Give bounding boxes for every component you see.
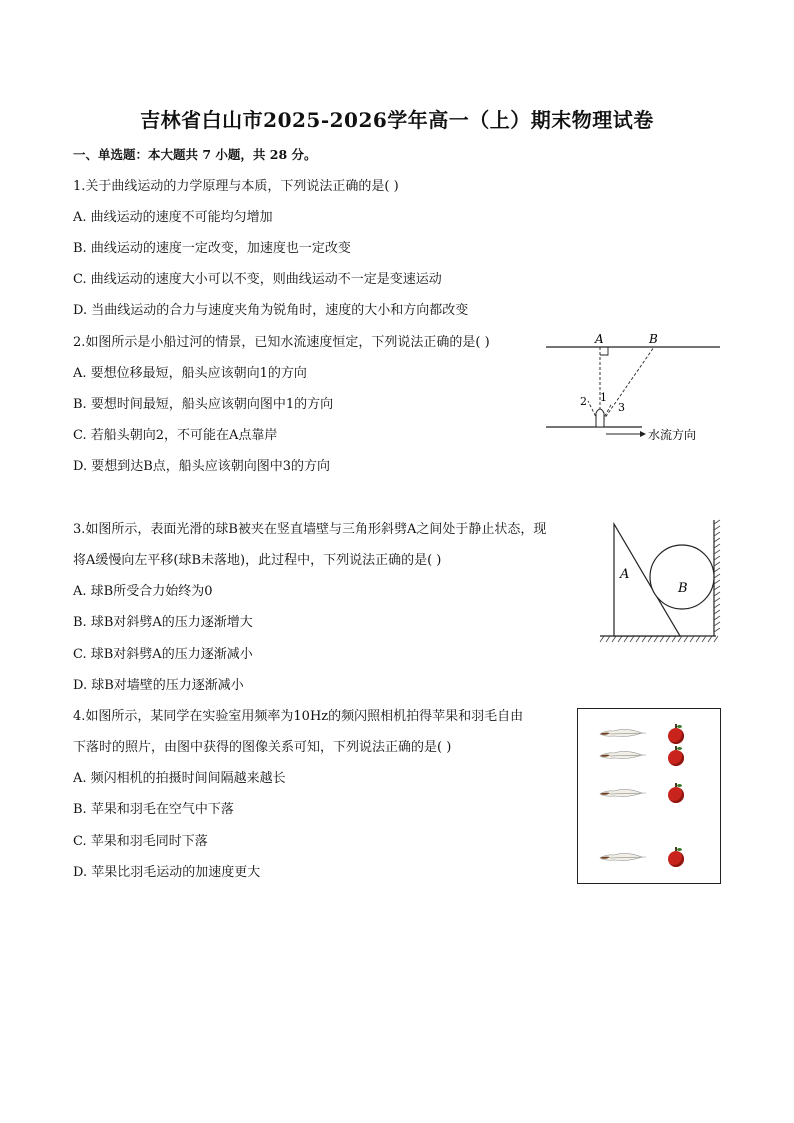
q3-stem-line2: 将A缓慢向左平移(球B未落地)，此过程中，下列说法正确的是( ): [73, 553, 442, 568]
apple-icon: [666, 783, 686, 803]
section-heading: 一、单选题：本大题共 7 小题，共 28 分。: [73, 147, 317, 162]
feather-icon: [598, 749, 648, 761]
q4-option-a: A. 频闪相机的拍摄时间间隔越来越长: [73, 771, 286, 786]
q4-option-b: B. 苹果和羽毛在空气中下落: [73, 802, 234, 817]
q1-option-c: C. 曲线运动的速度大小可以不变，则曲线运动不一定是变速运动: [73, 272, 442, 287]
q1-option-a: A. 曲线运动的速度不可能均匀增加: [73, 210, 273, 225]
q2-stem: 2.如图所示是小船过河的情景，已知水流速度恒定，下列说法正确的是( ): [73, 335, 490, 350]
q4-stem-line2: 下落时的照片，由图中获得的图像关系可知，下列说法正确的是( ): [73, 740, 452, 755]
apple-icon: [666, 847, 686, 867]
q3-option-c: C. 球B对斜劈A的压力逐渐减小: [73, 647, 253, 662]
q4-stem-line1: 4.如图所示，某同学在实验室用频率为10Hz的频闪照相机拍得苹果和羽毛自由: [73, 709, 524, 724]
label-direction-1: 1: [600, 391, 607, 404]
q3-option-d: D. 球B对墙壁的压力逐渐减小: [73, 678, 244, 693]
q2-option-c: C. 若船头朝向2，不可能在A点靠岸: [73, 428, 278, 443]
label-wedge-a: A: [620, 567, 630, 582]
q1-option-d: D. 当曲线运动的合力与速度夹角为锐角时，速度的大小和方向都改变: [73, 303, 469, 318]
q3-stem-line1: 3.如图所示，表面光滑的球B被夹在竖直墙壁与三角形斜劈A之间处于静止状态，现: [73, 522, 547, 537]
q4-option-d: D. 苹果比羽毛运动的加速度更大: [73, 865, 261, 880]
river-crossing-figure: [544, 330, 724, 448]
q3-option-a: A. 球B所受合力始终为0: [73, 584, 213, 599]
q1-stem: 1.关于曲线运动的力学原理与本质，下列说法正确的是( ): [73, 179, 399, 194]
feather-icon: [598, 727, 648, 739]
q2-option-b: B. 要想时间最短，船头应该朝向图中1的方向: [73, 397, 334, 412]
feather-icon: [598, 787, 648, 799]
q1-option-b: B. 曲线运动的速度一定改变，加速度也一定改变: [73, 241, 351, 256]
ball-wedge-figure: [598, 516, 726, 646]
q4-option-c: C. 苹果和羽毛同时下落: [73, 834, 208, 849]
q2-option-d: D. 要想到达B点，船头应该朝向图中3的方向: [73, 459, 331, 474]
q3-option-b: B. 球B对斜劈A的压力逐渐增大: [73, 615, 253, 630]
label-direction-3: 3: [618, 401, 625, 414]
flow-direction-label: 水流方向: [648, 428, 697, 442]
label-direction-2: 2: [580, 395, 587, 408]
label-ball-b: B: [678, 581, 688, 596]
q2-option-a: A. 要想位移最短，船头应该朝向1的方向: [73, 366, 307, 381]
apple-icon: [666, 746, 686, 766]
apple-icon: [666, 724, 686, 744]
label-point-b: B: [649, 332, 658, 346]
strobe-photo-figure: [577, 708, 721, 884]
label-point-a: A: [595, 332, 604, 346]
feather-icon: [598, 851, 648, 863]
page-title: 吉林省白山市2025-2026学年高一（上）期末物理试卷: [140, 108, 654, 132]
